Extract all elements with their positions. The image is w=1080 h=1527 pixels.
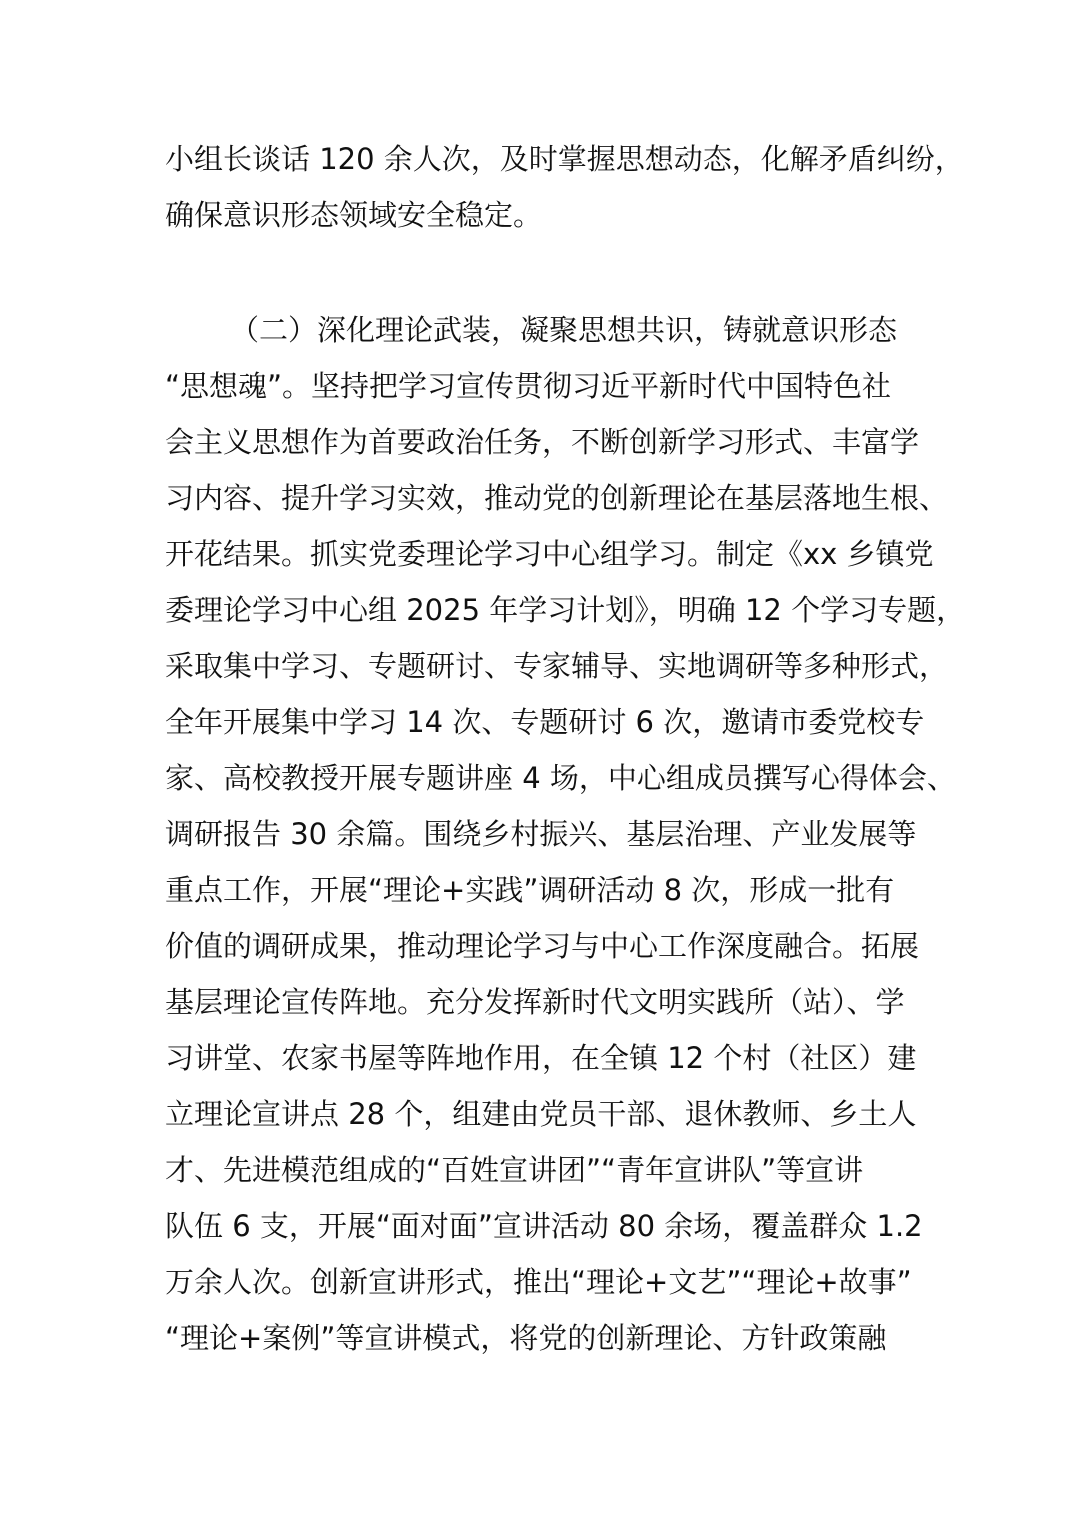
- paragraph-1-line-1: 小组长谈话 120 余人次，及时掌握思想动态，化解矛盾纠纷，: [165, 142, 964, 176]
- paragraph-2-line-19: “理论+案例”等宣讲模式，将党的创新理论、方针政策融: [165, 1321, 887, 1355]
- paragraph-2-line-4: 习内容、提升学习实效，推动党的创新理论在基层落地生根、: [165, 481, 949, 515]
- paragraph-2-line-18: 万余人次。创新宣讲形式，推出“理论+文艺”“理论+故事”: [165, 1265, 912, 1299]
- paragraph-2-line-9: 家、高校教授开展专题讲座 4 场，中心组成员撰写心得体会、: [165, 761, 956, 795]
- paragraph-1-line-2: 确保意识形态领域安全稳定。: [165, 198, 543, 232]
- paragraph-2-line-13: 基层理论宣传阵地。充分发挥新时代文明实践所（站）、学: [165, 985, 905, 1019]
- paragraph-2-line-7: 采取集中学习、专题研讨、专家辅导、实地调研等多种形式，: [165, 649, 949, 683]
- paragraph-2-line-17: 队伍 6 支，开展“面对面”宣讲活动 80 余场，覆盖群众 1.2: [165, 1209, 923, 1243]
- paragraph-2-line-5: 开花结果。抓实党委理论学习中心组学习。制定《xx 乡镇党: [165, 537, 934, 571]
- paragraph-2-line-14: 习讲堂、农家书屋等阵地作用，在全镇 12 个村（社区）建: [165, 1041, 917, 1075]
- paragraph-2-line-2: “思想魂”。坚持把学习宣传贯彻习近平新时代中国特色社: [165, 369, 892, 403]
- paragraph-2-line-8: 全年开展集中学习 14 次、专题研讨 6 次，邀请市委党校专: [165, 705, 925, 739]
- paragraph-2-line-10: 调研报告 30 余篇。围绕乡村振兴、基层治理、产业发展等: [165, 817, 917, 851]
- section-heading-line: （二）深化理论武装，凝聚思想共识，铸就意识形态: [230, 313, 898, 347]
- paragraph-2-line-3: 会主义思想作为首要政治任务，不断创新学习形式、丰富学: [165, 425, 920, 459]
- paragraph-2-line-6: 委理论学习中心组 2025 年学习计划》，明确 12 个学习专题，: [165, 593, 966, 627]
- paragraph-2-line-16: 才、先进模范组成的“百姓宣讲团”“青年宣讲队”等宣讲: [165, 1153, 864, 1187]
- paragraph-2-line-11: 重点工作，开展“理论+实践”调研活动 8 次，形成一批有: [165, 873, 895, 907]
- paragraph-2-line-15: 立理论宣讲点 28 个，组建由党员干部、退休教师、乡土人: [165, 1097, 917, 1131]
- paragraph-2-line-12: 价值的调研成果，推动理论学习与中心工作深度融合。拓展: [165, 929, 920, 963]
